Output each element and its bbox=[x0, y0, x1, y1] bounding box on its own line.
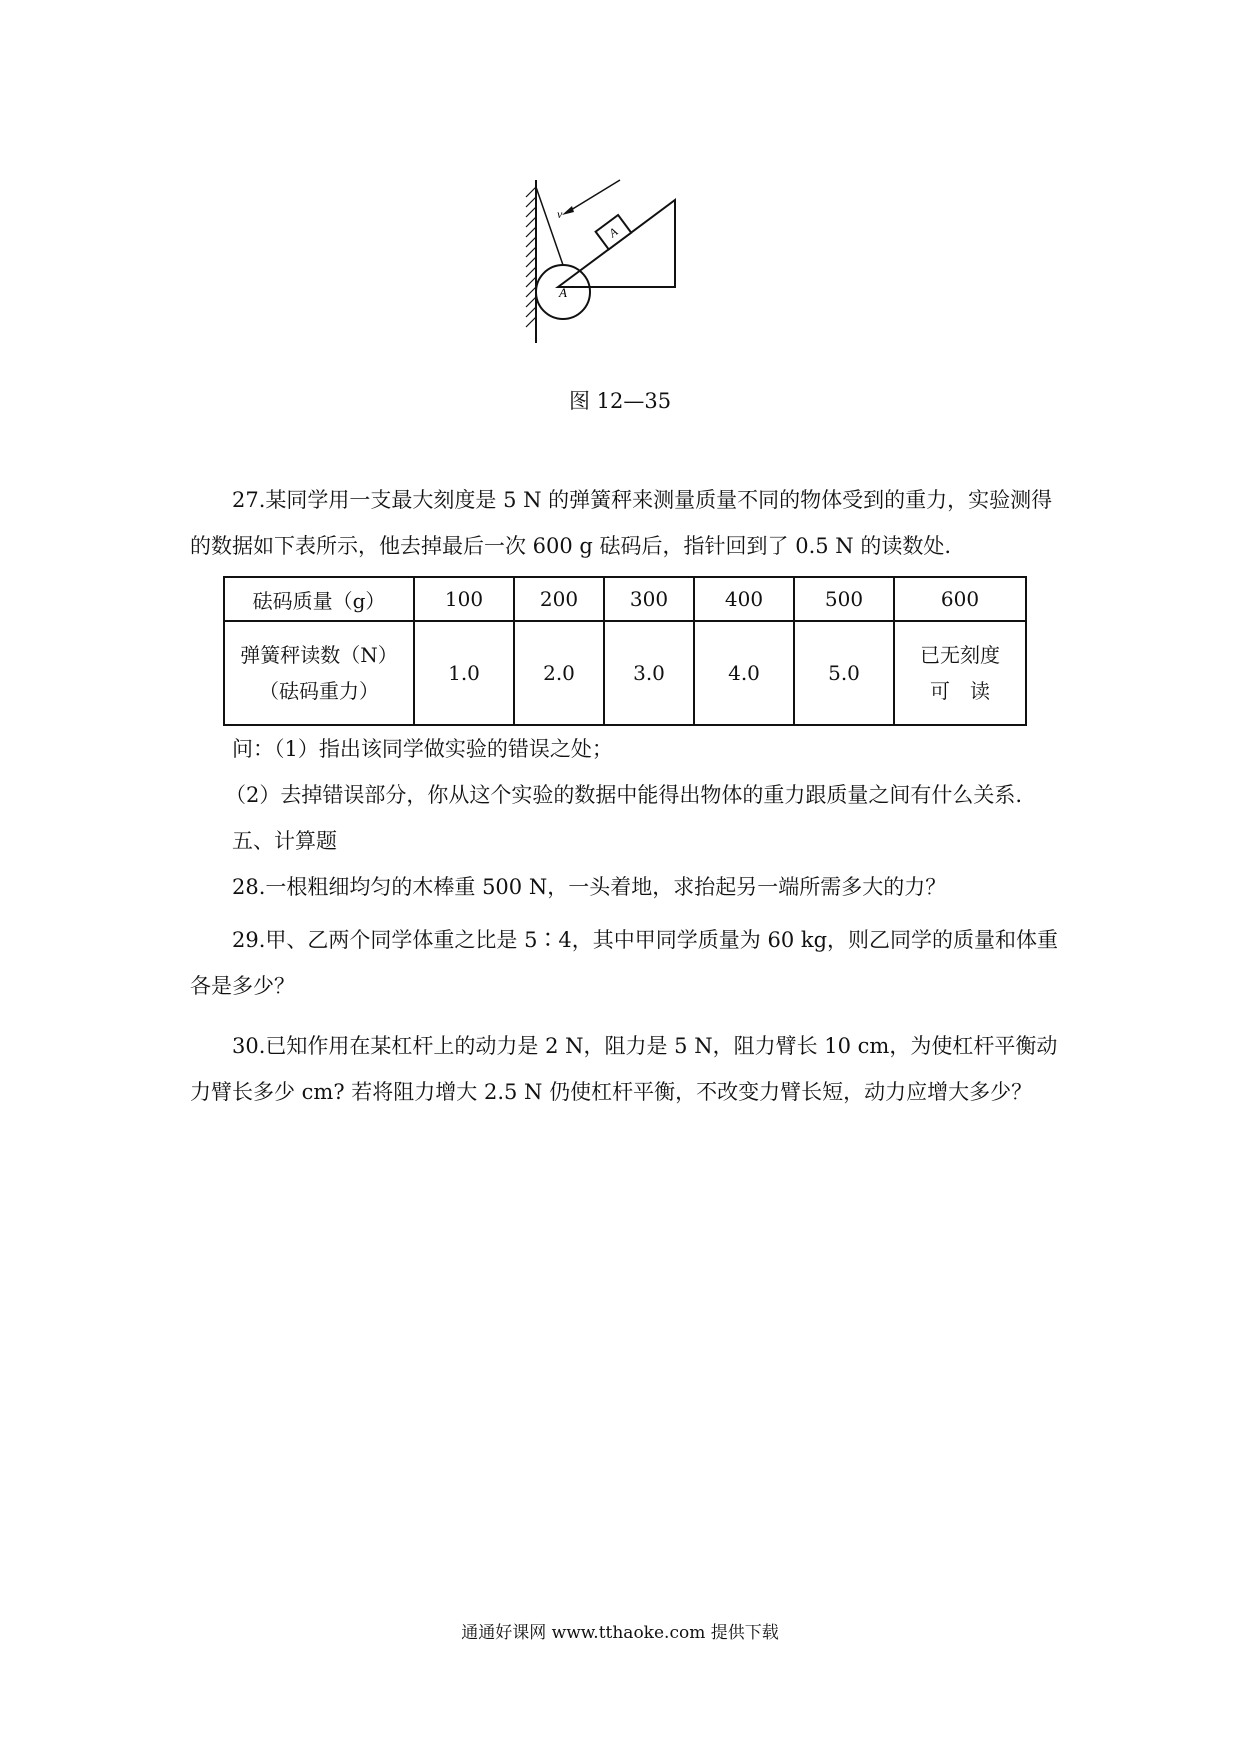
figure-caption: 图 12—35 bbox=[568, 389, 672, 413]
mass-cell: 600 bbox=[894, 577, 1026, 621]
question-27-ask-1: 问：（1）指出该同学做实验的错误之处； bbox=[232, 737, 613, 761]
velocity-arrowhead bbox=[562, 206, 574, 215]
question-27-ask-2: （2）去掉错误部分，你从这个实验的数据中能得出物体的重力跟质量之间有什么关系. bbox=[225, 783, 1023, 807]
reading-cell: 1.0 bbox=[414, 621, 514, 725]
last-line1: 已无刻度 bbox=[920, 643, 1000, 667]
section-title: 五、计算题 bbox=[232, 829, 337, 853]
string-line bbox=[536, 187, 563, 265]
reading-cell-last bbox=[894, 621, 1026, 725]
table-row bbox=[224, 577, 1026, 621]
ball-label: A bbox=[559, 285, 567, 300]
block-label: A bbox=[606, 224, 621, 241]
page-footer: 通通好课网 www.tthaoke.com 提供下载 bbox=[461, 1623, 779, 1643]
question-30: 30.已知作用在某杠杆上的动力是 2 N，阻力是 5 N，阻力臂长 10 cm，为使杠杆平衡动力臂长多少 cm? 若将阻力增大 2.5 N 仍使杠杆平衡，不改变力臂长短，动力应增大多少？ bbox=[190, 1034, 1058, 1104]
row2-header-line1: 弹簧秤读数（N） bbox=[240, 643, 398, 667]
last-line2: 可 读 bbox=[930, 679, 990, 703]
reading-cell: 2.0 bbox=[514, 621, 604, 725]
figure-12-35 bbox=[510, 175, 780, 345]
velocity-arrow bbox=[566, 180, 620, 213]
table-row bbox=[224, 621, 1026, 725]
block-a bbox=[596, 215, 632, 249]
mass-cell: 200 bbox=[514, 577, 604, 621]
mass-cell: 300 bbox=[604, 577, 694, 621]
mass-cell: 400 bbox=[694, 577, 794, 621]
question-27: 27.某同学用一支最大刻度是 5 N 的弹簧秤来测量质量不同的物体受到的重力，实验测得的数据如下表所示，他去掉最后一次 600 g 砝码后，指针回到了 0.5 N 的读数处. bbox=[190, 488, 1053, 558]
mass-cell: 500 bbox=[794, 577, 894, 621]
row2-header bbox=[224, 621, 414, 725]
reading-cell: 5.0 bbox=[794, 621, 894, 725]
question-29: 29.甲、乙两个同学体重之比是 5∶4，其中甲同学质量为 60 kg，则乙同学的质量和体重各是多少？ bbox=[190, 928, 1059, 998]
mass-cell: 100 bbox=[414, 577, 514, 621]
row1-header: 砝码质量（g） bbox=[224, 577, 414, 621]
question-28: 28.一根粗细均匀的木棒重 500 N，一头着地，求抬起另一端所需多大的力？ bbox=[232, 875, 947, 899]
velocity-label: v bbox=[557, 207, 563, 221]
wall-hatching bbox=[526, 187, 536, 327]
reading-cell: 4.0 bbox=[694, 621, 794, 725]
data-table bbox=[223, 576, 1027, 726]
row2-header-line2: （砝码重力） bbox=[259, 679, 379, 703]
reading-cell: 3.0 bbox=[604, 621, 694, 725]
